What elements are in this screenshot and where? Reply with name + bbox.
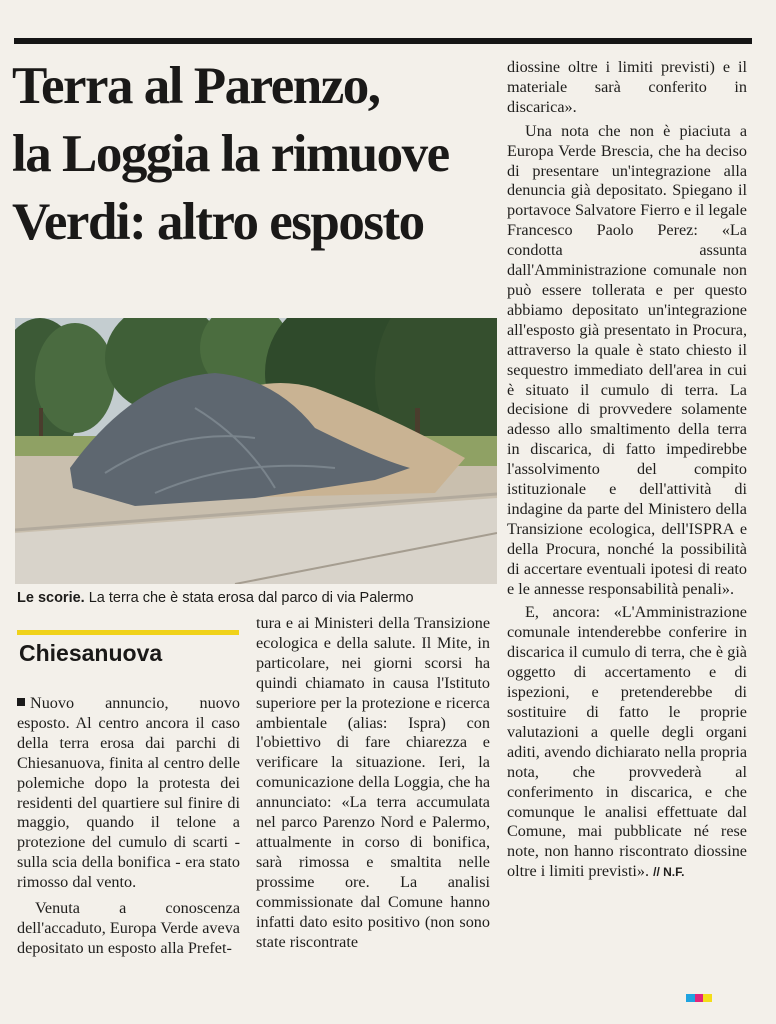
caption-label: Le scorie. xyxy=(17,590,85,606)
bullet-icon xyxy=(17,698,25,706)
section-tag xyxy=(17,630,239,680)
print-registration-marks xyxy=(686,994,712,1002)
headline-line-1: Terra al Parenzo, xyxy=(12,57,380,115)
caption-text: La terra che è stata erosa dal parco di via Palermo xyxy=(84,590,414,606)
column-1-paragraph-2: Venuta a conoscenza dell'accaduto, Europa Verde aveva depositato un esposto alla Prefet- xyxy=(17,899,240,957)
article-column-1 xyxy=(17,694,240,959)
author-signature: // N.F. xyxy=(653,865,685,880)
column-3-paragraph-3: E, ancora: «L'Amministrazione comunale intenderebbe conferire in discarica il cumulo di terra, che è già oggetto di accertamento e di ispezioni, e pretenderebbe di sostituire di fatto le proprie valutazioni a quelle degli organi aditi, avendo dichiarato nella propria nota, che provvederà al conferimento in discarica, e che comunque le analisi effettuate dal Comune, mai pubblicate né rese note, non hanno riscontrato diossine oltre i limiti previsti». xyxy=(507,603,747,881)
headline-line-3: Verdi: altro esposto xyxy=(12,193,424,251)
top-rule xyxy=(14,38,752,44)
headline-line-2: la Loggia la rimuove xyxy=(12,125,449,183)
photo-caption xyxy=(17,589,497,607)
photo-soil-pile xyxy=(15,318,497,584)
column-2-paragraph-1: tura e ai Ministeri della Transizione ecologica e della salute. Il Mite, in particolare, nei giorni scorsi ha quindi chiamato in causa l'Istituto superiore per la protezione e ricerca ambientale (alias: Ispra) con l'obiettivo di fare chiarezza e verificare la situazione. Ieri, la comunicazione della Loggia, che ha annunciato: «La terra accumulata nel parco Parenzo Nord e Palermo, attualmente in corso di bonifica, sarà rimossa e smaltita nelle prossime ore. La analisi commissionate dal Comune hanno infatti dato esito positivo (non sono state riscontrate xyxy=(256,614,490,951)
column-1-paragraph-1: Nuovo annuncio, nuovo esposto. Al centro ancora il caso della terra erosa dai parchi di Chiesanuova, finita al centro delle polemiche dopo la protesta dei residenti del quartiere sul finire di maggio, quando il telone a protezione del cumulo di scarti - sulla scia della bonifica - era stato rimosso dal vento. xyxy=(17,694,240,892)
headline xyxy=(12,52,512,256)
article-column-3 xyxy=(507,58,747,883)
article-column-2 xyxy=(256,614,490,952)
column-3-paragraph-1: diossine oltre i limiti previsti) e il materiale sarà conferito in discarica». xyxy=(507,58,747,116)
section-tag-label: Chiesanuova xyxy=(19,640,163,666)
column-3-paragraph-2: Una nota che non è piaciuta a Europa Verde Brescia, che ha deciso di presentare un'integrazione alla denuncia già depositato. Spiegano il portavoce Salvatore Fierro e il legale Francesco Paolo Perez: «La condotta assunta dall'Amministrazione comunale non può essere tollerata e per questo abbiamo depositato un'integrazione all'esposto già presentato in Procura, attraverso la quale è stato chiesto il sequestro immediato dell'area in cui è situato il cumulo di terra. La decisione di provvedere solamente adesso allo smaltimento della terra in discarica, di fatto impedirebbe l'assolvimento del compito istituzionale e dell'attività di indagine da parte del Ministero della Transizione ecologica, dell'ISPRA e della Procura, nonché la possibilità di accertare eventuali ipotesi di reato e le annesse responsabilità penali». xyxy=(507,121,747,598)
